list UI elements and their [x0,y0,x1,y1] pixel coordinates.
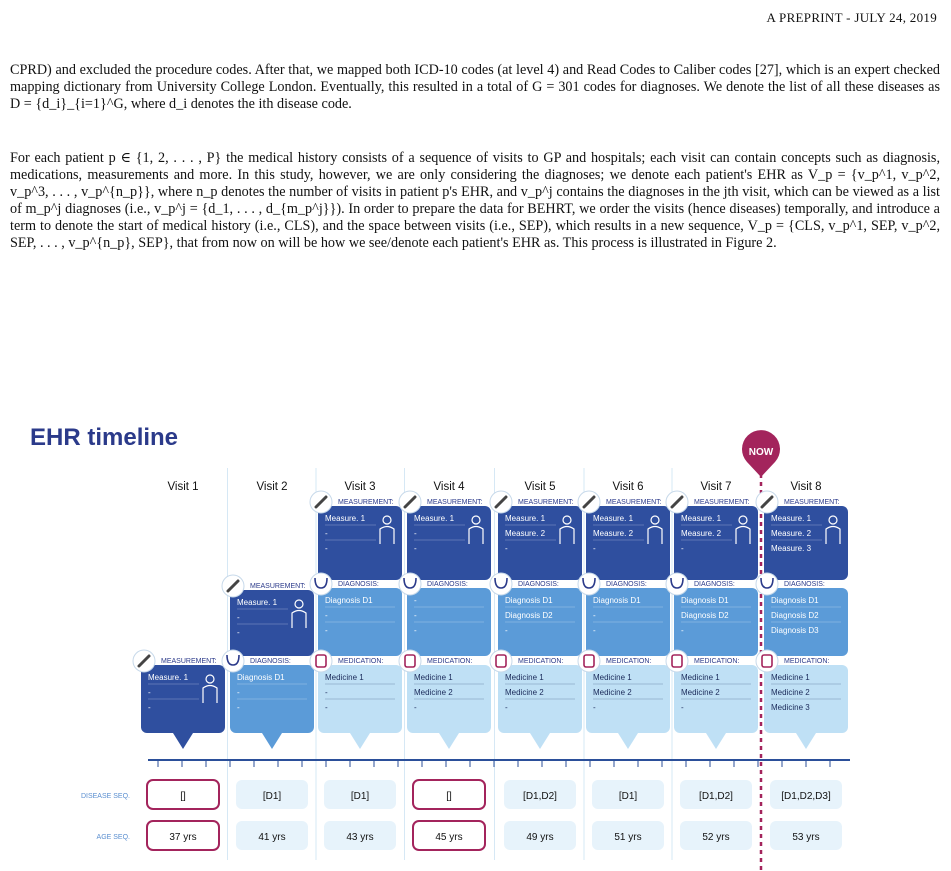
measurement-section-label: MEASUREMENT: [427,499,483,506]
measurement-item: Measure. 3 [771,544,812,553]
medication-item: Medicine 1 [414,673,453,682]
measurement-item: Measure. 1 [237,598,278,607]
medication-item: - [325,688,328,697]
medication-item: Medicine 2 [505,688,544,697]
measurement-section-label: MEASUREMENT: [518,499,574,506]
medication-item: - [325,703,328,712]
measurement-item: - [325,544,328,553]
now-label: NOW [748,447,774,458]
diagnosis-item: - [593,611,596,620]
measurement-item: Measure. 1 [681,514,722,523]
measurement-section-label: MEASUREMENT: [250,583,306,590]
paragraph-2 [10,150,940,252]
diagnosis-item: - [593,626,596,635]
paragraph-1-text: CPRD) and excluded the procedure codes. After that, we mapped both ICD-10 codes (at level 4) and Read Codes to Caliber codes [27], which is an expert checked mapping dictionary from University College London. Eventually, this resulted in a total of G = 301 codes for diagnoses. We denote the list of all these diseases as D = {d_i}_{i=1}^G, where d_i denotes the ith disease code. [10,62,940,112]
pill-icon [578,650,600,672]
measurement-item: Measure. 2 [681,529,722,538]
age-seq-value: 51 yrs [614,832,642,843]
diagnosis-section-label: DIAGNOSIS: [784,581,825,588]
age-seq-value: 37 yrs [169,832,197,843]
visit-pointer [796,733,816,749]
medication-section-label: MEDICATION: [338,658,384,665]
medication-section-label: MEDICATION: [606,658,652,665]
age-seq-value: 53 yrs [792,832,820,843]
disease-seq-value: [D1,D2] [523,791,557,802]
measurement-item: Measure. 1 [771,514,812,523]
stethoscope-icon [756,573,778,595]
diagnosis-section-label: DIAGNOSIS: [338,581,379,588]
diagnosis-item: Diagnosis D2 [505,611,553,620]
diagnosis-item: Diagnosis D1 [593,596,641,605]
paragraph-2-text: For each patient p ∈ {1, 2, . . . , P} the medical history consists of a sequence of visits to GP and hospitals; each visit can contain concepts such as diagnosis, medications, measurements and more. In this study, however, we are only considering the diagnoses; we denote each patient's EHR as V_p = {v_p^1, v_p^2, v_p^3, . . . , v_p^{n_p}}, where n_p denotes the number of visits in patient p's EHR, and v_p^j contains the diagnoses in the jth visit, which can be viewed as a list of m_p^j diagnoses (i.e., v_p^j = {d_1, . . . , d_{m_p^j}}). In order to prepare the data for BEHRT, we order the visits (hence diseases) temporally, and introduce a term to denote the start of medical history (i.e., CLS), and the space between visits (i.e., SEP), which results in a new sequence, V_p = {CLS, v_p^1, SEP, v_p^2, SEP, . . . , v_p^{n_p}, SEP}, that from now on will be how we see/denote each patient's EHR as. This process is illustrated in Figure 2. [10,150,940,251]
visit-pointer [350,733,370,749]
medication-item: Medicine 1 [593,673,632,682]
diagnosis-item: Diagnosis D1 [681,596,729,605]
visit-pointer [706,733,726,749]
measurement-section-label: MEASUREMENT: [161,658,217,665]
pill-icon [490,650,512,672]
measurement-item: Measure. 1 [325,514,366,523]
visit-label: Visit 4 [433,481,465,493]
measurement-item: - [414,529,417,538]
paragraph-1 [10,62,940,113]
measurement-item: Measure. 1 [148,673,189,682]
pill-icon [310,650,332,672]
measurement-item: - [505,544,508,553]
diagnosis-section-label: DIAGNOSIS: [694,581,735,588]
stethoscope-icon [222,650,244,672]
age-seq-label: AGE SEQ. [96,834,130,841]
diagnosis-item: - [681,626,684,635]
medication-section-label: MEDICATION: [694,658,740,665]
diagnosis-item: Diagnosis D2 [681,611,729,620]
measurement-item: - [237,613,240,622]
measurement-item: - [148,688,151,697]
visit-label: Visit 7 [700,481,732,493]
medication-item: - [414,703,417,712]
diagnosis-item: - [325,626,328,635]
age-seq-value: 52 yrs [702,832,730,843]
measurement-item: - [237,628,240,637]
disease-seq-value: [D1,D2,D3] [781,791,831,802]
pill-icon [399,650,421,672]
stethoscope-icon [666,573,688,595]
medication-item: Medicine 1 [325,673,364,682]
stethoscope-icon [578,573,600,595]
diagnosis-item: Diagnosis D1 [771,596,819,605]
measurement-section-label: MEASUREMENT: [338,499,394,506]
medication-item: - [505,703,508,712]
visit-pointer [262,733,282,749]
medication-item: Medicine 2 [681,688,720,697]
diagnosis-item: - [414,596,417,605]
visit-label: Visit 2 [256,481,288,493]
diagnosis-item: - [237,688,240,697]
diagnosis-section-label: DIAGNOSIS: [606,581,647,588]
measurement-item: - [325,529,328,538]
stethoscope-icon [399,573,421,595]
diagnosis-item: Diagnosis D2 [771,611,819,620]
measurement-item: - [414,544,417,553]
visit-pointer [439,733,459,749]
visit-pointer [530,733,550,749]
pill-icon [756,650,778,672]
diagnosis-item: - [505,626,508,635]
medication-item: Medicine 1 [771,673,810,682]
diagnosis-item: Diagnosis D3 [771,626,819,635]
measurement-item: Measure. 2 [505,529,546,538]
disease-seq-value: [D1] [350,791,370,802]
age-seq-value: 49 yrs [526,832,554,843]
age-seq-value: 43 yrs [346,832,374,843]
measurement-section-label: MEASUREMENT: [694,499,750,506]
stethoscope-icon [310,573,332,595]
measurement-item: Measure. 2 [771,529,812,538]
medication-section-label: MEDICATION: [518,658,564,665]
figure-title: EHR timeline [30,424,179,451]
disease-seq-value: [D1] [618,791,638,802]
medication-item: Medicine 1 [505,673,544,682]
medication-item: Medicine 2 [414,688,453,697]
disease-seq-value: [] [446,791,452,802]
measurement-item: - [148,703,151,712]
diagnosis-section-label: DIAGNOSIS: [250,658,291,665]
visit-pointer [173,733,193,749]
disease-seq-value: [D1,D2] [699,791,733,802]
disease-seq-value: [D1] [262,791,282,802]
age-seq-value: 45 yrs [435,832,463,843]
medication-item: Medicine 2 [771,688,810,697]
measurement-section-label: MEASUREMENT: [606,499,662,506]
medication-item: Medicine 3 [771,703,810,712]
disease-seq-label: DISEASE SEQ. [80,793,130,800]
medication-section-label: MEDICATION: [784,658,830,665]
age-seq-value: 41 yrs [258,832,286,843]
medication-item: - [681,703,684,712]
visit-pointer [618,733,638,749]
diagnosis-section-label: DIAGNOSIS: [427,581,468,588]
medication-item: Medicine 2 [593,688,632,697]
measurement-item: Measure. 1 [414,514,455,523]
measurement-item: Measure. 2 [593,529,634,538]
medication-item: - [593,703,596,712]
medication-item: Medicine 1 [681,673,720,682]
diagnosis-item: - [237,703,240,712]
medication-section-label: MEDICATION: [427,658,473,665]
disease-seq-value: [] [180,791,186,802]
pill-icon [666,650,688,672]
running-header-text: A PREPRINT - JULY 24, 2019 [766,10,937,25]
diagnosis-item: - [414,626,417,635]
visit-label: Visit 3 [344,481,376,493]
diagnosis-section-label: DIAGNOSIS: [518,581,559,588]
measurement-item: - [593,544,596,553]
visit-label: Visit 8 [790,481,822,493]
visit-label: Visit 6 [612,481,644,493]
diagnosis-item: - [325,611,328,620]
measurement-item: Measure. 1 [505,514,546,523]
running-header [767,10,937,26]
visit-label: Visit 1 [167,481,199,493]
stethoscope-icon [490,573,512,595]
diagnosis-item: Diagnosis D1 [505,596,553,605]
visit-label: Visit 5 [524,481,556,493]
measurement-item: Measure. 1 [593,514,634,523]
diagnosis-item: Diagnosis D1 [325,596,373,605]
ehr-timeline-figure [0,420,951,871]
diagnosis-item: - [414,611,417,620]
measurement-item: - [681,544,684,553]
measurement-section-label: MEASUREMENT: [784,499,840,506]
diagnosis-item: Diagnosis D1 [237,673,285,682]
